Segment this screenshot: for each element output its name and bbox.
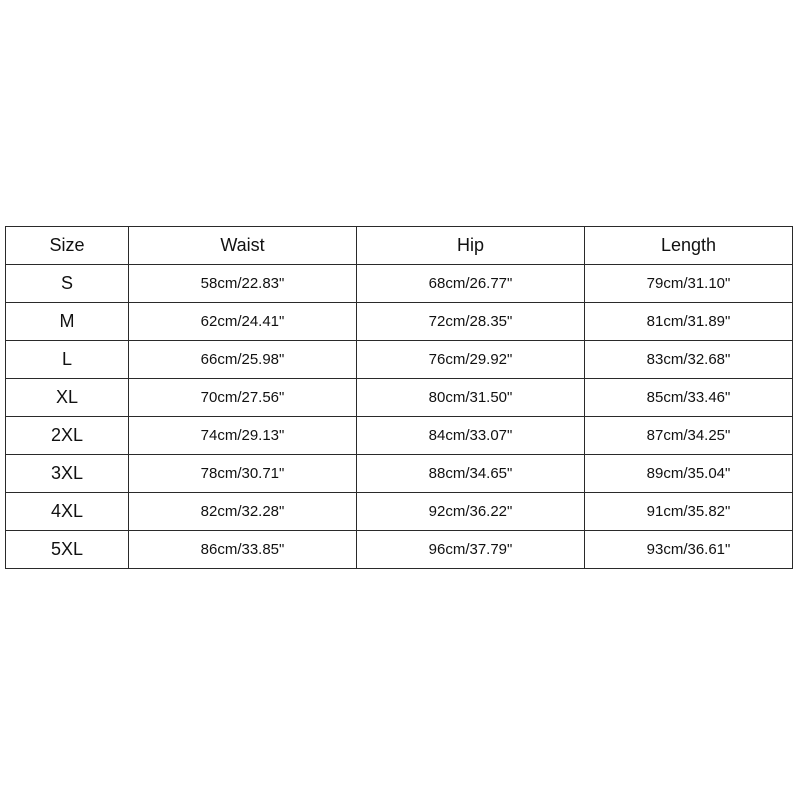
table-row (6, 265, 793, 303)
waist-cell: 70cm/27.56" (129, 379, 357, 417)
size-cell: 3XL (6, 455, 129, 493)
size-cell: 2XL (6, 417, 129, 455)
waist-cell: 58cm/22.83" (129, 265, 357, 303)
hip-cell: 84cm/33.07" (357, 417, 585, 455)
table-row (6, 455, 793, 493)
size-cell: M (6, 303, 129, 341)
size-cell: L (6, 341, 129, 379)
length-cell: 89cm/35.04" (585, 455, 793, 493)
size-cell: XL (6, 379, 129, 417)
waist-cell: 82cm/32.28" (129, 493, 357, 531)
header-waist: Waist (129, 227, 357, 265)
waist-cell: 86cm/33.85" (129, 531, 357, 569)
length-cell: 81cm/31.89" (585, 303, 793, 341)
table-row (6, 493, 793, 531)
header-length: Length (585, 227, 793, 265)
hip-cell: 68cm/26.77" (357, 265, 585, 303)
hip-cell: 76cm/29.92" (357, 341, 585, 379)
waist-cell: 78cm/30.71" (129, 455, 357, 493)
length-cell: 83cm/32.68" (585, 341, 793, 379)
hip-cell: 80cm/31.50" (357, 379, 585, 417)
waist-cell: 74cm/29.13" (129, 417, 357, 455)
length-cell: 79cm/31.10" (585, 265, 793, 303)
hip-cell: 96cm/37.79" (357, 531, 585, 569)
table-row (6, 417, 793, 455)
waist-cell: 62cm/24.41" (129, 303, 357, 341)
size-cell: S (6, 265, 129, 303)
size-cell: 4XL (6, 493, 129, 531)
size-chart-table (5, 226, 793, 569)
table-row (6, 341, 793, 379)
hip-cell: 88cm/34.65" (357, 455, 585, 493)
hip-cell: 92cm/36.22" (357, 493, 585, 531)
table-row (6, 379, 793, 417)
length-cell: 93cm/36.61" (585, 531, 793, 569)
length-cell: 87cm/34.25" (585, 417, 793, 455)
size-cell: 5XL (6, 531, 129, 569)
table-row (6, 531, 793, 569)
waist-cell: 66cm/25.98" (129, 341, 357, 379)
length-cell: 85cm/33.46" (585, 379, 793, 417)
table-row (6, 303, 793, 341)
table-header-row (6, 227, 793, 265)
header-size: Size (6, 227, 129, 265)
length-cell: 91cm/35.82" (585, 493, 793, 531)
hip-cell: 72cm/28.35" (357, 303, 585, 341)
header-hip: Hip (357, 227, 585, 265)
